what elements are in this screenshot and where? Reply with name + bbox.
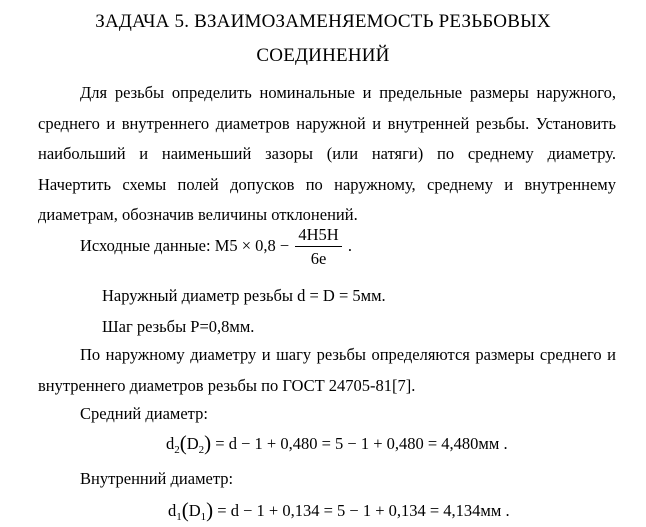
fraction-denominator: 6е [310, 249, 327, 268]
mean-diameter-formula [166, 430, 508, 455]
inner-sub: 1 [176, 511, 182, 523]
pitch-line: Шаг резьбы Р=0,8мм. [102, 317, 255, 336]
inner-paren-sym: D [188, 501, 201, 520]
paren-close: ) [204, 431, 212, 455]
paren-close: ) [206, 498, 214, 522]
mean-paren-sub: 2 [198, 444, 205, 456]
inner-diameter-formula [168, 497, 510, 522]
inner-rhs: = d − 1 + 0,134 = 5 − 1 + 0,134 = 4,134мм [217, 501, 502, 520]
fraction-numerator: 4Н5Н [295, 226, 341, 247]
paren-open: ( [181, 498, 189, 522]
inner-end: . [505, 501, 510, 520]
initial-data-line [80, 226, 352, 268]
paren-open: ( [179, 431, 187, 455]
initial-data-end: . [347, 235, 352, 255]
mean-sub: 2 [174, 444, 180, 456]
inner-paren-sub: 1 [200, 511, 207, 523]
mean-rhs: = d − 1 + 0,480 = 5 − 1 + 0,480 = 4,480мм [215, 434, 500, 453]
task-paragraph: Для резьбы определить номинальные и предельные размеры наружного, среднего и внутреннего диаметров наружной и внутренней резьбы. Установить наибольший и наименьший зазоры (или натяги) по среднему диаметру. Начертить схемы полей допусков по наружному, среднему и внутреннему диаметрам, обозначив величины отклонений. [38, 83, 616, 224]
thread-designation-prefix: М5 × 0,8 − [214, 235, 290, 255]
inner-diameter-label: Внутренний диаметр: [80, 469, 234, 488]
inner-sym: d [168, 501, 177, 520]
outer-diameter-formula: d = D = 5мм [297, 286, 382, 305]
outer-diameter-line [102, 285, 386, 307]
page-title-line-2: СОЕДИНЕНИЙ [256, 45, 390, 66]
mean-sym: d [166, 434, 175, 453]
mean-end: . [503, 434, 508, 453]
mean-paren-sym: D [186, 434, 199, 453]
gost-paragraph: По наружному диаметру и шагу резьбы определяются размеры среднего и внутреннего диаметров резьбы по ГОСТ 24705-81[7]. [38, 345, 616, 395]
page-title-line-1: ЗАДАЧА 5. ВЗАИМОЗАМЕНЯЕМОСТЬ РЕЗЬБОВЫХ [95, 11, 551, 32]
outer-diameter-end: . [381, 286, 386, 305]
initial-data-label: Исходные данные: [80, 235, 211, 255]
mean-diameter-label: Средний диаметр: [80, 404, 208, 423]
outer-diameter-label: Наружный диаметр резьбы [102, 286, 293, 305]
tolerance-fraction [295, 226, 341, 268]
